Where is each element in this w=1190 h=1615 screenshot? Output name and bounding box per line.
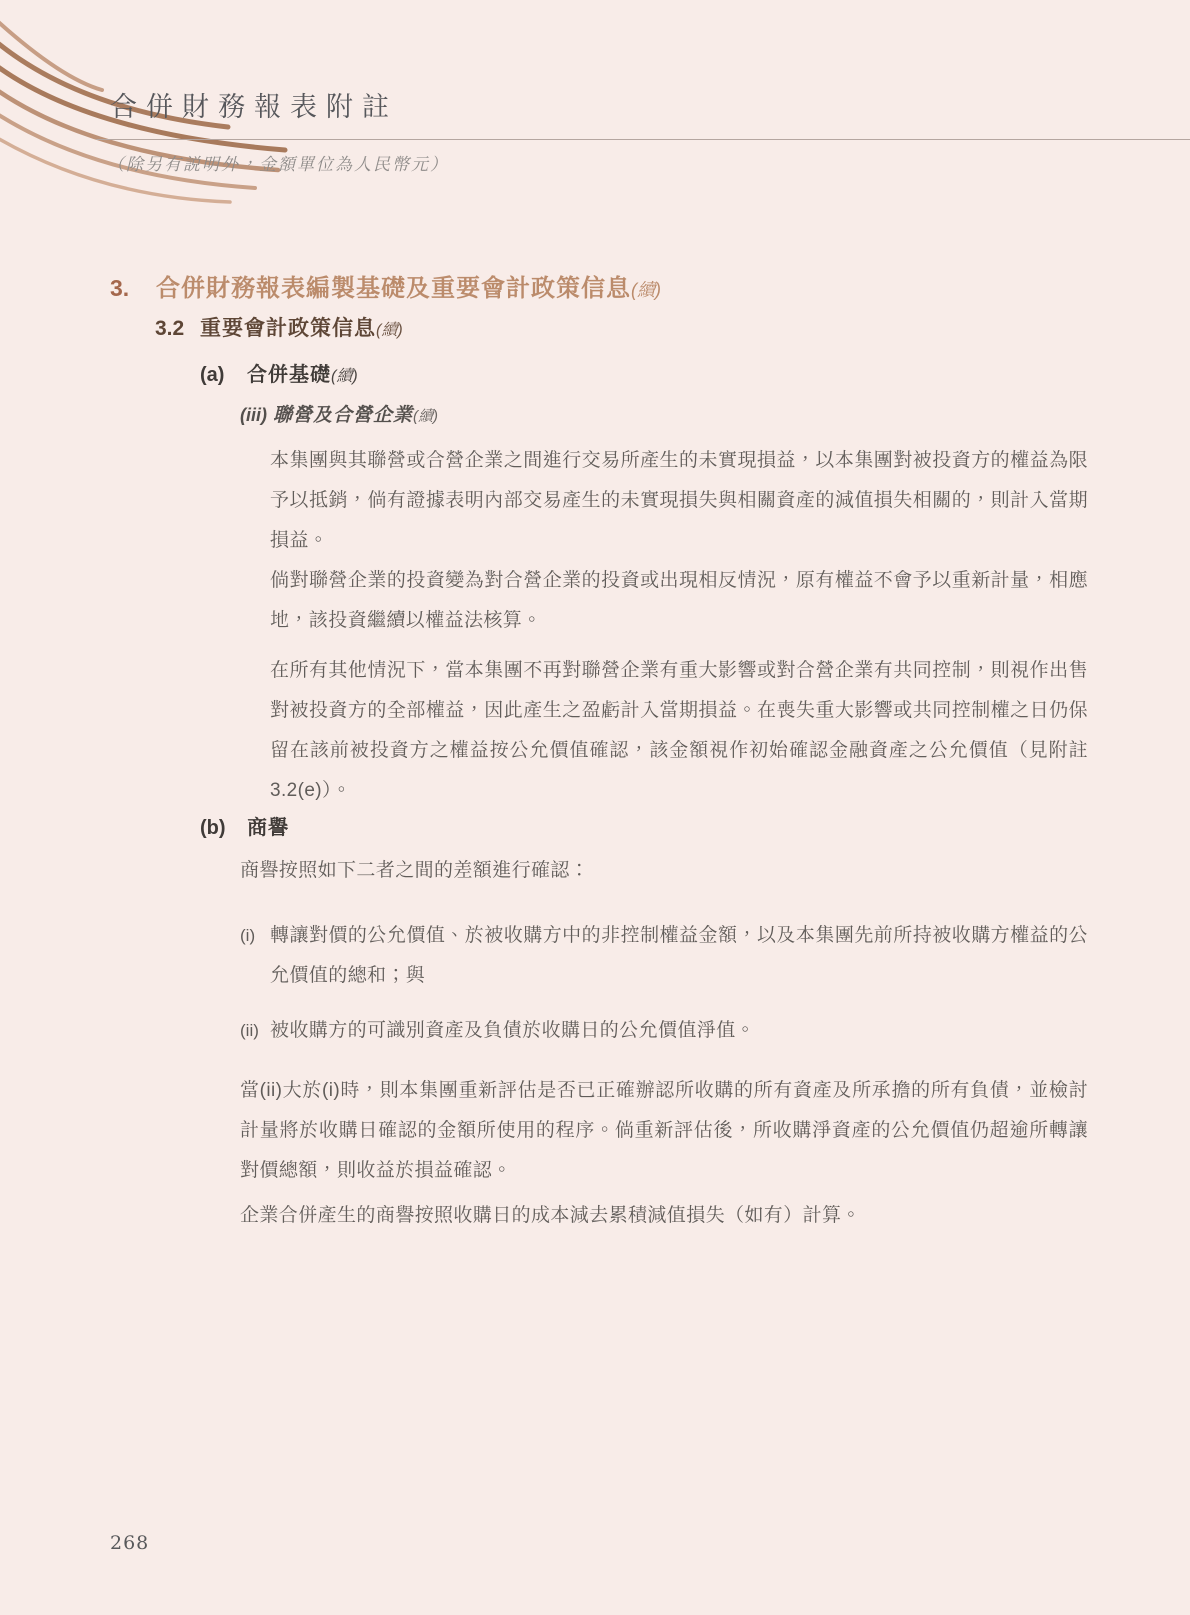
paragraph-reassessment: 當(ii)大於(i)時，則本集團重新評估是否已正確辦認所收購的所有資產及所承擔的所有負債，並檢討計量將於收購日確認的金額所使用的程序。倘重新評估後，所收購淨資產的公允價值仍超逾所轉讓對價總額，則收益於損益確認。 — [240, 1080, 1088, 1181]
section-3-number: 3. — [110, 275, 130, 301]
section-3-2-continued-marker: (續) — [376, 322, 403, 339]
section-3-continued-marker: (續) — [631, 280, 661, 300]
section-3-title: 合併財務報表編製基礎及重要會計政策信息 — [156, 275, 631, 302]
section-3-2-title: 重要會計政策信息 — [200, 317, 376, 340]
section-3-heading — [110, 268, 661, 303]
page-subtitle: （除另有説明外，金額單位為人民幣元） — [107, 155, 449, 174]
item-a-continued-marker: (續) — [331, 368, 358, 385]
item-a-iii-label: (iii) — [240, 405, 267, 425]
list-item-ii-label: (ii) — [240, 1021, 259, 1040]
section-3-2-number: 3.2 — [155, 317, 185, 340]
page-title: 合併財務報表附註 — [110, 92, 398, 123]
goodwill-intro: 商譽按照如下二者之間的差額進行確認： — [240, 860, 590, 881]
item-a-title: 合併基礎 — [247, 364, 331, 386]
item-b-title: 商譽 — [247, 817, 289, 839]
section-3-2-heading — [155, 312, 403, 342]
item-b-label: (b) — [200, 817, 226, 839]
paragraph-unrealised-gains: 本集團與其聯營或合營企業之間進行交易所產生的未實現損益，以本集團對被投資方的權益為限予以抵銷，倘有證據表明內部交易產生的未實現損失與相關資產的減值損失相關的，則計入當期損益。 — [270, 450, 1088, 551]
item-b-heading — [200, 811, 289, 840]
list-item-ii-text: 被收購方的可識別資產及負債於收購日的公允價值淨值。 — [270, 1020, 756, 1041]
list-item-i-label: (i) — [240, 926, 256, 945]
item-a-iii-continued-marker: (續) — [413, 408, 439, 425]
header-divider — [96, 139, 1190, 140]
paragraph-goodwill-measurement: 企業合併產生的商譽按照收購日的成本減去累積減值損失（如有）計算。 — [240, 1205, 861, 1226]
list-item — [240, 1011, 1088, 1051]
list-item — [240, 916, 1088, 996]
item-a-heading — [200, 358, 358, 387]
paragraph-loss-of-influence: 在所有其他情況下，當本集團不再對聯營企業有重大影響或對合營企業有共同控制，則視作出售對被投資方的全部權益，因此產生之盈虧計入當期損益。在喪失重大影響或共同控制權之日仍保留在該前被投資方之權益按公允價值確認，該金額視作初始確認金融資產之公允價值（見附註3.2(e)）。 — [270, 660, 1088, 801]
paragraph-investment-change: 倘對聯營企業的投資變為對合營企業的投資或出現相反情況，原有權益不會予以重新計量，相應地，該投資繼續以權益法核算。 — [270, 570, 1088, 631]
item-a-label: (a) — [200, 364, 225, 386]
item-a-iii-heading — [240, 400, 438, 427]
page-number: 268 — [110, 1532, 150, 1554]
item-a-iii-title: 聯營及合營企業 — [273, 405, 414, 426]
list-item-i-text: 轉讓對價的公允價值、於被收購方中的非控制權益金額，以及本集團先前所持被收購方權益的公允價值的總和；與 — [270, 925, 1088, 986]
